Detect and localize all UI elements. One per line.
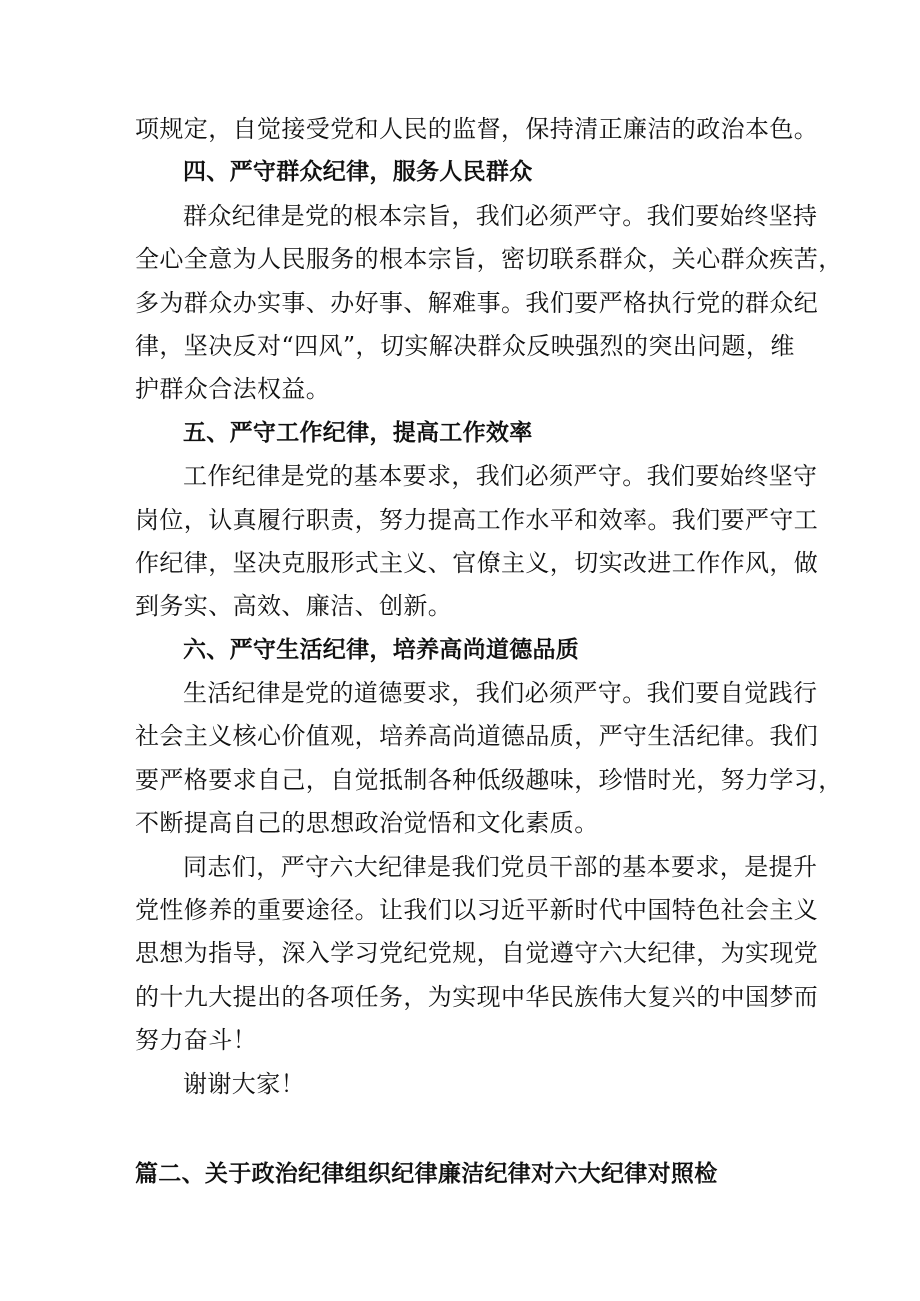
paragraph-line: 不断提高自己的思想政治觉悟和文化素质。 xyxy=(135,809,599,838)
paragraph-line: 多为群众办实事、办好事、解难事。我们要严格执行党的群众纪 xyxy=(135,288,819,317)
paragraph-line: 社会主义核心价值观，培养高尚道德品质，严守生活纪律。我们 xyxy=(135,722,819,751)
paragraph-line: 思想为指导，深入学习党纪党规，自觉遵守六大纪律，为实现党 xyxy=(135,939,819,968)
spacer xyxy=(135,1106,785,1153)
paragraph-line: 的十九大提出的各项任务，为实现中华民族伟大复兴的中国梦而 xyxy=(135,982,819,1011)
paragraph-line: 要严格要求自己，自觉抵制各种低级趣味，珍惜时光，努力学习， xyxy=(135,765,843,794)
section-heading-5: 五、严守工作纪律，提高工作效率 xyxy=(183,419,533,446)
closing-line: 谢谢大家！ xyxy=(183,1069,305,1098)
paragraph-line: 律，坚决反对“四风”，切实解决群众反映强烈的突出问题，维 xyxy=(135,331,795,360)
paragraph-line: 工作纪律是党的基本要求，我们必须严守。我们要始终坚守 xyxy=(183,462,818,491)
paragraph-line: 全心全意为人民服务的根本宗旨，密切联系群众，关心群众疾苦， xyxy=(135,245,843,274)
paragraph-line: 群众纪律是党的根本宗旨，我们必须严守。我们要始终坚持 xyxy=(183,201,818,230)
paragraph-line: 作纪律，坚决克服形式主义、官僚主义，切实改进工作作风，做 xyxy=(135,548,819,577)
section-title-part-two: 篇二、关于政治纪律组织纪律廉洁纪律对六大纪律对照检 xyxy=(135,1160,718,1187)
section-heading-4: 四、严守群众纪律，服务人民群众 xyxy=(183,159,533,186)
paragraph-line: 生活纪律是党的道德要求，我们必须严守。我们要自觉践行 xyxy=(183,679,818,708)
paragraph-line: 护群众合法权益。 xyxy=(135,375,331,404)
paragraph-line: 努力奋斗！ xyxy=(135,1026,257,1055)
paragraph-line: 同志们，严守六大纪律是我们党员干部的基本要求，是提升 xyxy=(183,852,818,881)
section-heading-6: 六、严守生活纪律，培养高尚道德品质 xyxy=(183,636,580,663)
document-page xyxy=(135,108,843,1196)
paragraph-line: 党性修养的重要途径。让我们以习近平新时代中国特色社会主义 xyxy=(135,896,819,925)
paragraph-line: 岗位，认真履行职责，努力提高工作水平和效率。我们要严守工 xyxy=(135,505,819,534)
paragraph-line: 到务实、高效、廉洁、创新。 xyxy=(135,592,453,621)
paragraph-line: 项规定，自觉接受党和人民的监督，保持清正廉洁的政治本色。 xyxy=(135,115,819,143)
